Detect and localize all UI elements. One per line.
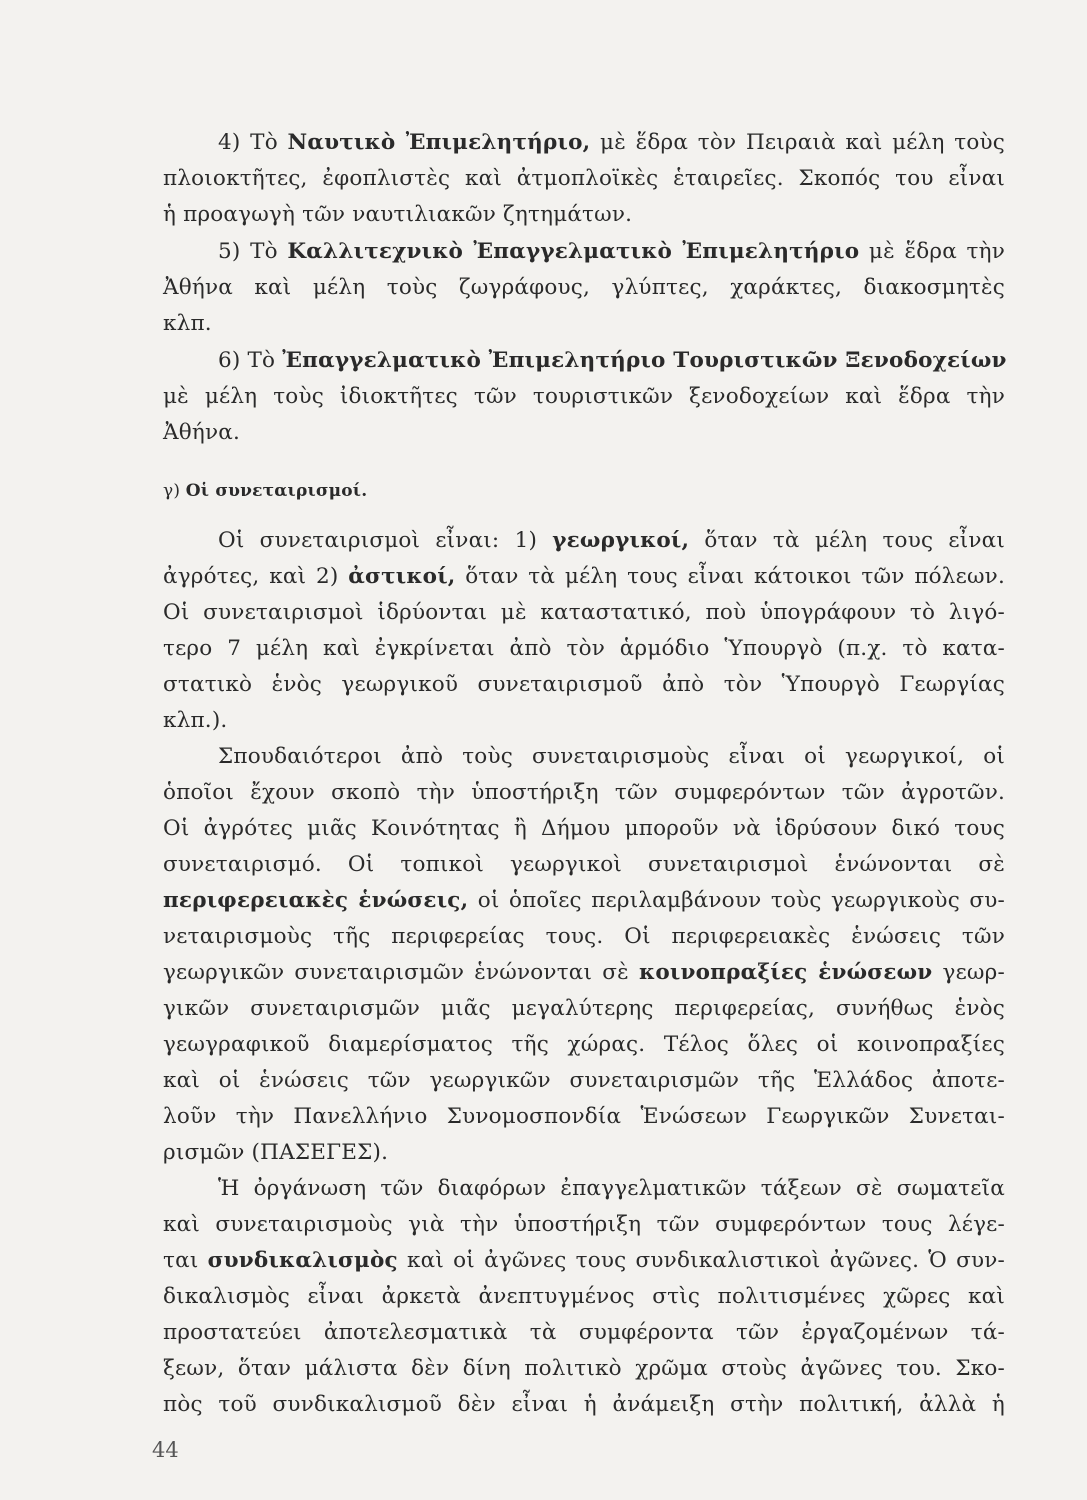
coop-paragraph-3-line-2: καὶ συνεταιρισμοὺς γιὰ τὴν ὑποστήριξη τῶν συμφερόντων τους λέγε- [163,1212,1005,1237]
paragraph-6-line-3: Ἀθήνα. [163,420,240,445]
coop-paragraph-1-line-1 [163,523,1005,559]
coop-paragraph-2-line-11: λοῦν τὴν Πανελλήνιο Συνομοσπονδία Ἑνώσεων Γεωργικῶν Συνεται- [163,1104,1005,1129]
text-run: γεωργικῶν συνεταιρισμῶν ἑνώνονται σὲ [163,960,640,985]
coop-paragraph-2-line-12: ρισμῶν (ΠΑΣΕΓΕΣ). [163,1140,389,1165]
coop-paragraph-2-line-2: ὁποῖοι ἔχουν σκοπὸ τὴν ὑποστήριξη τῶν συμφερόντων τῶν ἀγροτῶν. [163,780,1005,805]
paragraph-5-line-3: κλπ. [163,311,212,336]
text-run: 4) Τὸ [218,130,288,155]
text-run: οἱ ὁποῖες περιλαμβάνουν τοὺς γεωργικοὺς συ- [468,888,1005,913]
coop-paragraph-3-line-6: ξεων, ὅταν μάλιστα δὲν δίνη πολιτικὸ χρῶμα στοὺς ἀγῶνες του. Σκο- [163,1356,1005,1381]
coop-paragraph-2-line-7 [163,955,1005,991]
text-run: ται [163,1248,208,1273]
paragraph-6-line-2: μὲ μέλη τοὺς ἰδιοκτῆτες τῶν τουριστικῶν ξενοδοχείων καὶ ἕδρα τὴν [163,384,1005,409]
coop-paragraph-2-line-9: γεωγραφικοῦ διαμερίσματος τῆς χώρας. Τέλος ὅλες οἱ κοινοπραξίες [163,1032,1005,1057]
emphasis-regional-unions: περιφερειακὲς ἑνώσεις, [163,888,469,913]
text-run: ἀγρότες, καὶ 2) [163,564,349,589]
coop-paragraph-2-line-8: γικῶν συνεταιρισμῶν μιᾶς μεγαλύτερης περιφερείας, συνήθως ἑνὸς [163,996,1005,1021]
coop-paragraph-1-line-3: Οἱ συνεταιρισμοὶ ἱδρύονται μὲ καταστατικό, ποὺ ὑπογράφουν τὸ λιγό- [163,600,1005,625]
coop-paragraph-3-line-5: προστατεύει ἀποτελεσματικὰ τὰ συμφέροντα τῶν ἐργαζομένων τά- [163,1320,1005,1345]
coop-paragraph-2-line-10: καὶ οἱ ἑνώσεις τῶν γεωργικῶν συνεταιρισμῶν τῆς Ἑλλάδος ἀποτε- [163,1068,1005,1093]
coop-paragraph-1-line-2 [163,559,1005,595]
coop-paragraph-3-line-1: Ἡ ὀργάνωση τῶν διαφόρων ἐπαγγελματικῶν τάξεων σὲ σωματεῖα [218,1176,1005,1201]
coop-paragraph-3-line-7: πὸς τοῦ συνδικαλισμοῦ δὲν εἶναι ἡ ἀνάμειξη στὴν πολιτική, ἀλλὰ ἡ [163,1392,1005,1417]
coop-paragraph-2-line-6: νεταιρισμοὺς τῆς περιφερείας τους. Οἱ περιφερειακὲς ἑνώσεις τῶν [163,924,1005,949]
coop-paragraph-3-line-3 [163,1243,1005,1279]
emphasis-urban: ἀστικοί, [348,564,456,589]
emphasis-nautical-chamber: Ναυτικὸ Ἐπιμελητήριο, [287,130,591,155]
page-number: 44 [152,1438,179,1462]
text-run: ὅταν τὰ μέλη τους εἶναι κάτοικοι τῶν πόλεων. [455,564,1005,589]
text-run: 5) Τὸ [218,239,288,264]
heading-title: Οἱ συνεταιρισμοί. [185,481,368,501]
paragraph-5-line-2: Ἀθήνα καὶ μέλη τοὺς ζωγράφους, γλύπτες, χαράκτες, διακοσμητὲς [163,275,1005,300]
coop-paragraph-1-line-6: κλπ.). [163,708,228,733]
text-run: μὲ ἕδρα τὴν [859,239,1005,264]
section-heading [163,473,1005,509]
text-run: μὲ ἕδρα τὸν Πειραιὰ καὶ μέλη τοὺς [590,130,1005,155]
text-run: καὶ οἱ ἀγῶνες τους συνδικαλιστικοὶ ἀγῶνες. Ὁ συν- [397,1248,1006,1273]
coop-paragraph-1-line-4: τερο 7 μέλη καὶ ἐγκρίνεται ἀπὸ τὸν ἁρμόδιο Ὑπουργὸ (π.χ. τὸ κατα- [163,636,1005,661]
coop-paragraph-2-line-4: συνεταιρισμό. Οἱ τοπικοὶ γεωργικοὶ συνεταιρισμοὶ ἑνώνονται σὲ [163,852,1005,877]
emphasis-tourism-chamber: Ἐπαγγελματικὸ Ἐπιμελητήριο Τουριστικῶν Ξενοδοχείων [282,348,1007,373]
paragraph-6-line-1 [163,343,1005,379]
paragraph-4-line-1 [163,125,1005,161]
paragraph-5-line-1 [163,234,1005,270]
heading-prefix: γ) [163,481,186,501]
paragraph-4-line-2: πλοιοκτῆτες, ἐφοπλιστὲς καὶ ἀτμοπλοϊκὲς ἑταιρεῖες. Σκοπός του εἶναι [163,166,1005,191]
emphasis-trade-unionism: συνδικαλισμὸς [207,1248,398,1273]
emphasis-agricultural: γεωργικοί, [552,528,690,553]
coop-paragraph-3-line-4: δικαλισμὸς εἶναι ἀρκετὰ ἀνεπτυγμένος στὶς πολιτισμένες χῶρες καὶ [163,1284,1005,1309]
coop-paragraph-2-line-1: Σπουδαιότεροι ἀπὸ τοὺς συνεταιρισμοὺς εἶναι οἱ γεωργικοί, οἱ [218,744,1005,769]
text-run: γεωρ- [932,960,1005,985]
paragraph-4-line-3: ἡ προαγωγὴ τῶν ναυτιλιακῶν ζητημάτων. [163,202,633,227]
text-run: ὅταν τὰ μέλη τους εἶναι [689,528,1005,553]
text-run: Οἱ συνεταιρισμοὶ εἶναι: 1) [218,528,553,553]
coop-paragraph-2-line-5 [163,883,1005,919]
coop-paragraph-2-line-3: Οἱ ἀγρότες μιᾶς Κοινότητας ἢ Δήμου μποροῦν νὰ ἱδρύσουν δικό τους [163,816,1005,841]
coop-paragraph-1-line-5: στατικὸ ἑνὸς γεωργικοῦ συνεταιρισμοῦ ἀπὸ τὸν Ὑπουργὸ Γεωργίας [163,672,1005,697]
emphasis-art-chamber: Καλλιτεχνικὸ Ἐπαγγελματικὸ Ἐπιμελητήριο [287,239,860,264]
emphasis-union-consortia: κοινοπραξίες ἑνώσεων [639,960,933,985]
text-run: 6) Τὸ [218,348,283,373]
